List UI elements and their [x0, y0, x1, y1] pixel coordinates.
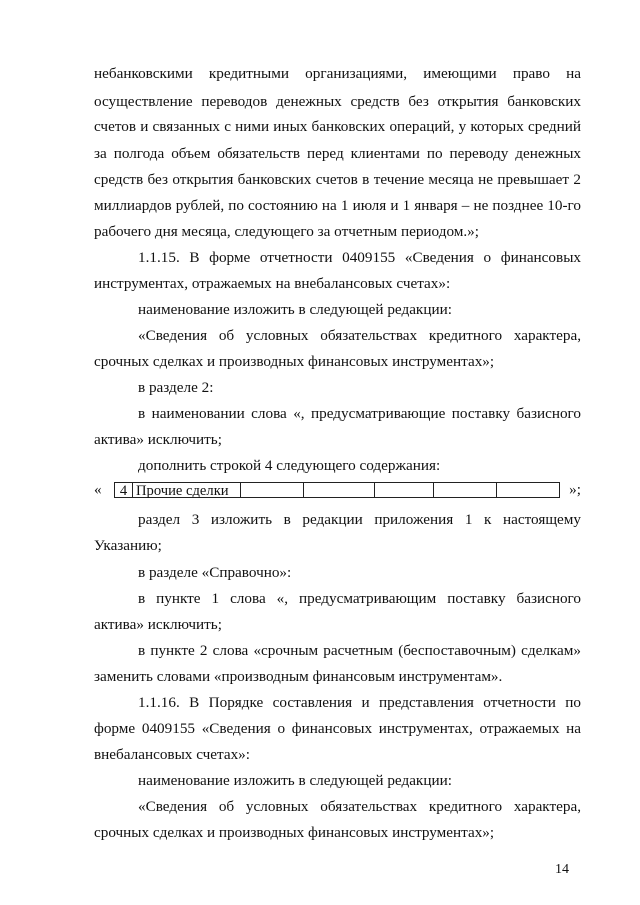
text-line: заменить словами «производным финансовым инструментам». — [94, 668, 503, 685]
text-line: осуществление переводов денежных средств без открытия банковских — [94, 93, 581, 110]
row-number-cell: 4 — [114, 482, 133, 498]
text-line: наименование изложить в следующей редакции: — [138, 301, 452, 318]
text-line: в пункте 1 слова «, предусматривающим поставку базисного — [138, 590, 581, 607]
open-quote: « — [94, 481, 102, 498]
text-line: в разделе «Справочно»: — [138, 564, 292, 581]
text-line: в пункте 2 слова «срочным расчетным (беспоставочным) сделкам» — [138, 642, 581, 659]
text-line: срочных сделках и производных финансовых инструментах»; — [94, 353, 495, 370]
section-heading-1-1-16: 1.1.16. В Порядке составления и представления отчетности по — [138, 694, 581, 711]
text-line: актива» исключить; — [94, 431, 222, 448]
text-line: наименование изложить в следующей редакции: — [138, 772, 452, 789]
row-name-cell: Прочие сделки — [132, 482, 241, 498]
text-line: рабочего дня месяца, следующего за отчетным периодом.»; — [94, 223, 479, 240]
empty-cell — [374, 482, 434, 498]
empty-cell — [496, 482, 560, 498]
text-line: «Сведения об условных обязательствах кредитного характера, — [138, 327, 581, 344]
text-line: миллиардов рублей, по состоянию на 1 июля и 1 января – не позднее 10-го — [94, 197, 581, 214]
text-line: форме 0409155 «Сведения о финансовых инструментах, отражаемых на — [94, 720, 581, 737]
text-line: актива» исключить; — [94, 616, 222, 633]
text-line: в разделе 2: — [138, 379, 214, 396]
text-line: внебалансовых счетах»: — [94, 746, 250, 763]
empty-cell — [303, 482, 375, 498]
section-heading-1-1-15: 1.1.15. В форме отчетности 0409155 «Сведения о финансовых — [138, 249, 581, 266]
table-row-insert — [94, 480, 581, 502]
text-line: срочных сделках и производных финансовых инструментах»; — [94, 824, 495, 841]
text-line: дополнить строкой 4 следующего содержания: — [138, 457, 441, 474]
page-number: 14 — [555, 862, 569, 877]
text-line: средств без открытия банковских счетов в течение месяца не превышает 2 — [94, 171, 581, 188]
empty-cell — [240, 482, 304, 498]
text-line: в наименовании слова «, предусматривающие поставку базисного — [138, 405, 581, 422]
text-line: инструментах, отражаемых на внебалансовых счетах»: — [94, 275, 451, 292]
text-line: счетов и связанных с ними иных банковских операций, у которых средний — [94, 118, 581, 135]
text-line: «Сведения об условных обязательствах кредитного характера, — [138, 798, 581, 815]
empty-cell — [433, 482, 497, 498]
text-line: раздел 3 изложить в редакции приложения 1 к настоящему — [138, 511, 581, 528]
text-line: Указанию; — [94, 537, 162, 554]
text-line: небанковскими кредитными организациями, имеющими право на — [94, 65, 581, 82]
close-quote: »; — [569, 481, 581, 498]
text-line: за полгода объем обязательств перед клиентами по переводу денежных — [94, 145, 581, 162]
